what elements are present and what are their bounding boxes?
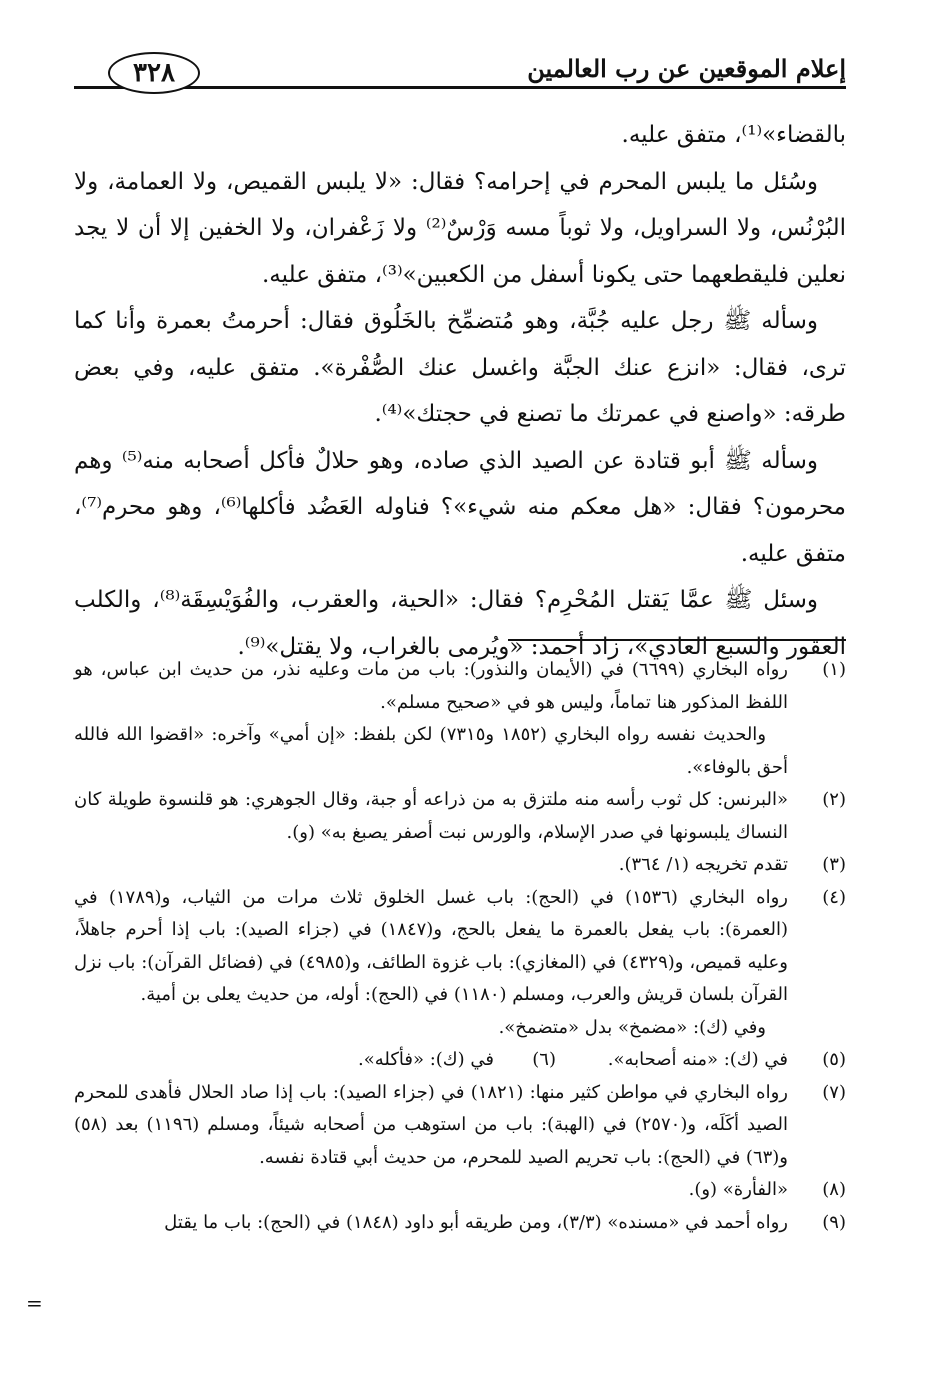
footnote-text: في (ك): «فأكله». — [357, 1049, 494, 1070]
paragraph: وسأله ﷺ رجل عليه جُبَّة، وهو مُتضمِّخ بالخَلُوق فقال: أحرمتُ بعمرة وأنا كما ترى، فقال: «انزع عنك الجبَّة واغسل عنك الصُّفْرة». متفق عليه، وفي بعض طرقه: «واصنع في عمرتك ما تصنع في حجتك»⁽⁴⁾. — [74, 308, 846, 427]
footnote-text: رواه البخاري في مواطن كثير منها: (١٨٢١) في (جزاء الصيد): باب إذا صاد الحلال فأهدى للمحرم الصيد أكَلَه، و(٢٥٧٠) في (الهبة): باب من استوهب من أصحابه شيئاً، ومسلم (١١٩٦) بعد (٥٨) و(٦٣) في (الحج): باب تحريم الصيد للمحرم، من حديث أبي قتادة نفسه. — [74, 1081, 788, 1168]
footnote — [74, 1207, 846, 1240]
paragraph: وسُئل ما يلبس المحرم في إحرامه؟ فقال: «لا يلبس القميص، ولا العمامة، ولا البُرْنُس، ولا السراويل، ولا ثوباً مسه وَرْسٌ⁽²⁾ ولا زَعْفران، ولا الخفين إلا أن لا يجد نعلين فليقطعهما حتى يكونا أسفل من الكعبين»⁽³⁾، متفق عليه. — [74, 168, 846, 288]
footnote-number: (١) — [822, 659, 846, 680]
footnote — [74, 654, 846, 784]
paragraph: وسئل ﷺ عمَّا يَقتل المُحْرِم؟ فقال: «الحية، والعقرب، والفُوَيْسِقَة⁽⁸⁾، والكلب العقور والسبع العادي»، زاد أحمد: «ويُرمى بالغراب، ولا يقتل»⁽⁹⁾. — [74, 587, 846, 660]
header-rule — [74, 86, 846, 89]
footnote-paragraph: وفي (ك): «مضمخ» بدل «متضمخ». — [498, 1016, 766, 1038]
continuation-mark: = — [26, 1291, 43, 1315]
footnote-paragraph: رواه البخاري (٦٦٩٩) في (الأيمان والنذور): باب من مات وعليه نذر، من حديث ابن عباس، هو اللفظ المذكور هنا تماماً، وليس هو في «صحيح مسلم». — [74, 659, 788, 713]
footnote-text — [74, 882, 788, 1045]
footnote-paragraph: رواه البخاري (١٥٣٦) في (الحج): باب غسل الخلوق ثلاث مرات من الثياب، و(١٧٨٩) في (العمرة): باب يفعل بالعمرة ما يفعل بالحج، و(١٨٤٧) في (جزاء الصيد): باب إذا أحرم جاهلاً، وعليه قميص، و(٤٣٢٩) في (المغازي): باب غزوة الطائف، و(٤٩٨٥) في (فضائل القرآن): باب نزل القرآن بلسان قريش والعرب، ومسلم (١١٨٠) في (الحج): أوله، من حديث يعلى بن أمية. — [74, 886, 789, 1005]
footnote — [74, 1174, 846, 1207]
footnote — [74, 882, 846, 1045]
footnote-number: (٦) — [532, 1049, 556, 1070]
footnote-text: «الفأرة» (و). — [688, 1179, 788, 1200]
paragraph: وسأله ﷺ أبو قتادة عن الصيد الذي صاده، وهو حلالٌ فأكل أصحابه منه⁽⁵⁾ وهم محرمون؟ فقال: «هل معكم منه شيء»؟ فناوله العَضُد فأكلها⁽⁶⁾، وهو محرم⁽⁷⁾، متفق عليه. — [74, 447, 847, 567]
footnote-number: (٩) — [822, 1211, 846, 1233]
footnote-row — [74, 1044, 846, 1077]
footnote-text — [74, 654, 788, 784]
footnote-number: (٢) — [822, 789, 846, 810]
footnote-text: رواه أحمد في «مسنده» (٣/٣)، ومن طريقه أبو داود (١٨٤٨) في (الحج): باب ما يقتل — [164, 1211, 788, 1233]
main-text — [74, 112, 846, 670]
footnote-number: (٧) — [822, 1081, 846, 1103]
footnote-text: تقدم تخريجه (١/ ٣٦٤). — [618, 854, 788, 875]
footnote-separator — [508, 639, 846, 641]
footnote-number: (٣) — [822, 854, 846, 875]
footnotes — [74, 654, 846, 1239]
footnote-number: (٤) — [822, 886, 846, 908]
footnote-text: «البرنس: كل ثوب رأسه منه ملتزق به من ذراعه أو جبة، وقال الجوهري: هو قلنسوة طويلة كان النساك يلبسونها في صدر الإسلام، والورس نبت أصفر يصبغ به» (و). — [74, 789, 788, 843]
footnote-text: في (ك): «منه أصحابه». — [607, 1049, 788, 1070]
footnote-number: (٥) — [822, 1049, 846, 1070]
running-title: إعلام الموقعين عن رب العالمين — [527, 54, 846, 83]
footnote — [74, 784, 846, 849]
footnote-paragraph: والحديث نفسه رواه البخاري (١٨٥٢ و٧٣١٥) لكن بلفظ: «إن أمي» وآخره: «اقضوا الله فالله أحق بالوفاء». — [74, 724, 788, 778]
page-number: ٣٢٨ — [108, 52, 200, 94]
footnote — [74, 1077, 846, 1175]
footnote — [74, 849, 846, 882]
footnote-number: (٨) — [822, 1179, 846, 1200]
paragraph: بالقضاء»⁽¹⁾، متفق عليه. — [621, 122, 846, 148]
page-header — [74, 48, 846, 98]
